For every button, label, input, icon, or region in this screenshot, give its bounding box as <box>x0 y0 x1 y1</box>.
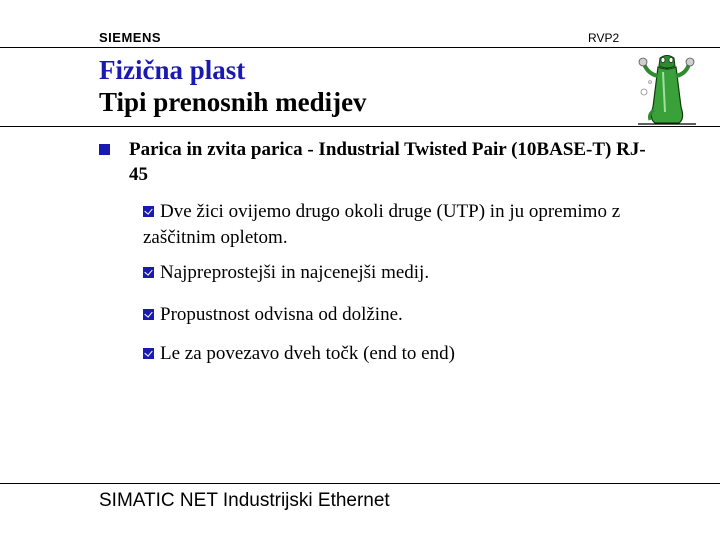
square-bullet-icon <box>99 144 110 155</box>
checkbox-bullet-icon <box>143 206 154 217</box>
sub-bullet-text: Najpreprostejši in najcenejši medij. <box>160 262 430 283</box>
title-rule <box>0 126 720 127</box>
slide-title <box>99 54 367 118</box>
sub-bullet-4 <box>143 341 643 367</box>
sub-bullet-text: Le za povezavo dveh točk (end to end) <box>160 343 455 364</box>
brand-logo: SIEMENS <box>99 30 162 45</box>
checkbox-bullet-icon <box>143 267 154 278</box>
sub-bullet-2 <box>143 260 643 286</box>
main-bullet-text: Parica in zvita parica - Industrial Twisted Pair (10BASE-T) RJ-45 <box>129 139 646 185</box>
slide-code: RVP2 <box>588 31 620 45</box>
sub-bullet-3 <box>143 302 643 328</box>
main-bullet <box>99 137 646 187</box>
header-rule <box>0 47 720 48</box>
sub-bullet-text: Dve žici ovijemo drugo okoli druge (UTP) in ju opremimo z zaščitnim opletom. <box>143 201 621 248</box>
green-bottle-mascot-icon <box>636 52 698 126</box>
checkbox-bullet-icon <box>143 309 154 320</box>
title-line-2: Tipi prenosnih medijev <box>99 87 367 117</box>
footer-rule <box>0 483 720 484</box>
title-line-1: Fizična plast <box>99 55 246 85</box>
footer-text: SIMATIC NET Industrijski Ethernet <box>99 490 390 511</box>
checkbox-bullet-icon <box>143 348 154 359</box>
sub-bullet-text: Propustnost odvisna od dolžine. <box>160 304 403 325</box>
sub-bullet-1 <box>143 199 643 251</box>
